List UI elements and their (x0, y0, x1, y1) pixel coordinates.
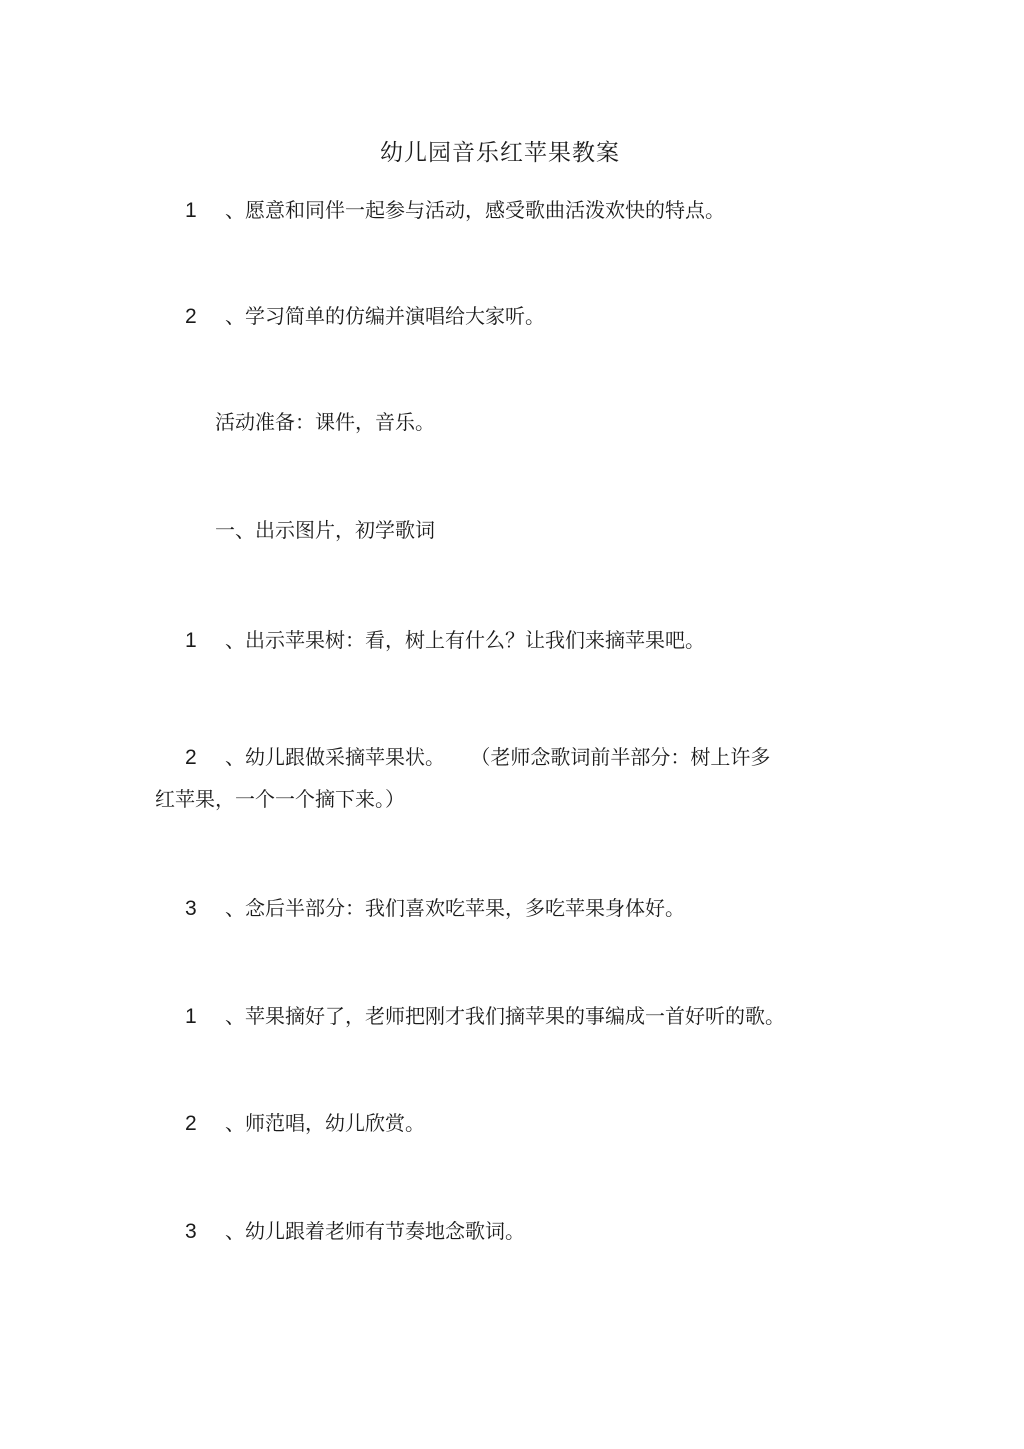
list-item (185, 620, 705, 661)
list-item-continuation: 红苹果，一个一个摘下来。） (155, 787, 405, 811)
item-text: 、幼儿跟做采摘苹果状。 （老师念歌词前半部分：树上许多 (225, 745, 771, 769)
item-number: 3 (185, 897, 197, 920)
list-item (185, 1103, 425, 1144)
item-number: 3 (185, 1220, 197, 1243)
item-text: 、念后半部分：我们喜欢吃苹果，多吃苹果身体好。 (225, 896, 685, 920)
goal-item (185, 296, 545, 337)
item-number: 1 (185, 629, 197, 652)
item-number: 2 (185, 305, 197, 328)
list-item (185, 996, 785, 1037)
goal-item (185, 190, 725, 231)
section-heading: 一、出示图片，初学歌词 (215, 518, 435, 542)
item-number: 1 (185, 1005, 197, 1028)
item-text: 、苹果摘好了，老师把刚才我们摘苹果的事编成一首好听的歌。 (225, 1004, 785, 1028)
item-number: 2 (185, 746, 197, 769)
item-text: 、愿意和同伴一起参与活动，感受歌曲活泼欢快的特点。 (225, 198, 725, 222)
item-text: 、出示苹果树：看，树上有什么？让我们来摘苹果吧。 (225, 628, 705, 652)
list-item (185, 737, 770, 778)
item-text: 、学习简单的仿编并演唱给大家听。 (225, 304, 545, 328)
document-title: 幼儿园音乐红苹果教案 (380, 140, 620, 166)
list-item (185, 1211, 525, 1252)
item-number: 2 (185, 1112, 197, 1135)
item-number: 1 (185, 199, 197, 222)
item-text: 、幼儿跟着老师有节奏地念歌词。 (225, 1219, 525, 1243)
list-item (185, 888, 685, 929)
preparation-text: 活动准备：课件，音乐。 (215, 410, 435, 434)
item-text: 、师范唱，幼儿欣赏。 (225, 1111, 425, 1135)
